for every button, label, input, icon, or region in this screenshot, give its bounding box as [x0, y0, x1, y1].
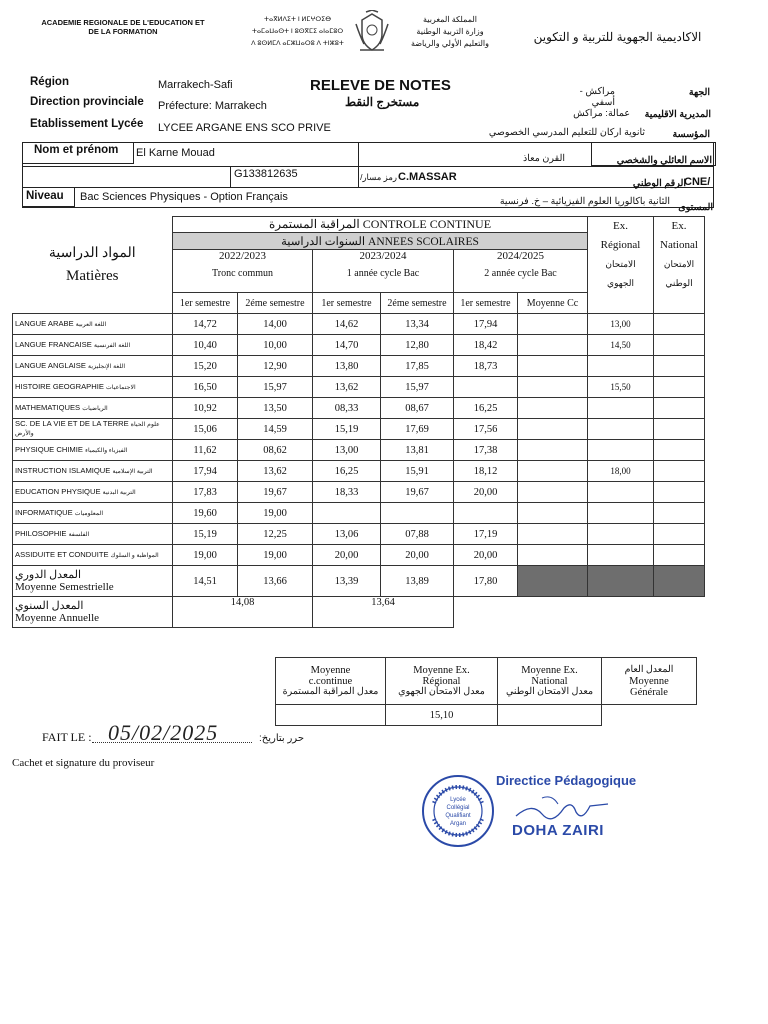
ex-national-grade [654, 356, 705, 377]
grade-cell: 10,92 [173, 398, 238, 419]
moyenne-annuelle-value: 14,08 [173, 597, 313, 628]
academy-header-fr: ACADEMIE REGIONALE DE L'EDUCATION ET DE LA FORMATION [41, 18, 205, 36]
ex-national-grade [654, 398, 705, 419]
grade-cell [518, 377, 588, 398]
grade-cell: 19,60 [173, 503, 238, 524]
table-row [13, 545, 705, 566]
grade-cell [454, 377, 518, 398]
svg-text:Qualifiant: Qualifiant [445, 813, 471, 819]
grade-cell: 15,19 [173, 524, 238, 545]
region-value: Marrakech-Safi [158, 79, 233, 91]
etablissement-label: Etablissement Lycée [30, 118, 144, 130]
cne-ar-label: الرقم الوطني [632, 178, 686, 189]
ex-national-grade [654, 335, 705, 356]
table-row [13, 524, 705, 545]
grade-cell: 18,12 [454, 461, 518, 482]
year-2022-header: 2022/2023 Tronc commun [173, 250, 313, 293]
grade-cell [518, 398, 588, 419]
year-2024-header: 2024/2025 2 année cycle Bac [454, 250, 588, 293]
ex-regional-grade: 14,50 [588, 335, 654, 356]
ex-regional-grade [588, 545, 654, 566]
svg-text:Collégial: Collégial [446, 805, 470, 811]
grade-cell: 08,62 [238, 440, 313, 461]
moyenne-semestrielle-value: 14,51 [173, 566, 238, 597]
ex-regional-grade [588, 482, 654, 503]
subject-label: INSTRUCTION ISLAMIQUE التربية الإسلامية [13, 461, 173, 482]
ex-regional-header: Ex. Régional الامتحان الجهوي [588, 217, 654, 314]
ministry-header-ar: المملكة المغربية وزارة التربية الوطنية والتعليم الأولي والرياضة [410, 15, 490, 48]
moyenne-annuelle-label: المعدل السنوي Moyenne Annuelle [13, 597, 173, 628]
grade-cell: 18,42 [454, 335, 518, 356]
grade-cell: 07,88 [381, 524, 454, 545]
niveau-value: Bac Sciences Physiques - Option Français [80, 191, 288, 203]
subject-label: LANGUE ANGLAISE اللغة الإنجليزية [13, 356, 173, 377]
subject-label: INFORMATIQUE المعلوميات [13, 503, 173, 524]
document-title: RELEVE DE NOTES [310, 77, 451, 94]
grade-cell [313, 503, 381, 524]
grade-cell [518, 482, 588, 503]
massar-code: G133812635 [234, 168, 298, 180]
niveau-ar-label: المستوى [678, 202, 713, 213]
grade-cell: 15,97 [381, 377, 454, 398]
moyenne-regional-value: 15,10 [386, 705, 498, 726]
ex-regional-grade: 15,50 [588, 377, 654, 398]
table-row [13, 482, 705, 503]
svg-text:Lycée: Lycée [450, 797, 466, 803]
ex-national-grade [654, 440, 705, 461]
grade-cell: 14,59 [238, 419, 313, 440]
grade-cell: 14,72 [173, 314, 238, 335]
grade-cell: 17,69 [381, 419, 454, 440]
ex-regional-grade [588, 356, 654, 377]
grade-cell: 13,34 [381, 314, 454, 335]
coat-of-arms-icon [352, 10, 392, 54]
semester-header: 2éme semestre [381, 293, 454, 314]
ex-regional-grade [588, 440, 654, 461]
grade-cell: 17,19 [454, 524, 518, 545]
grade-cell: 17,83 [173, 482, 238, 503]
grade-cell: 16,25 [313, 461, 381, 482]
subject-label: PHYSIQUE CHIMIE الفيزياء والكيمياء [13, 440, 173, 461]
grade-cell: 13,80 [313, 356, 381, 377]
ex-national-grade [654, 524, 705, 545]
etablissement-value: LYCEE ARGANE ENS SCO PRIVE [158, 122, 331, 134]
shaded-cell [518, 566, 588, 597]
moyenne-semestrielle-value: 17,80 [454, 566, 518, 597]
moyenne-semestrielle-value: 13,66 [238, 566, 313, 597]
ex-regional-grade: 13,00 [588, 314, 654, 335]
grade-cell: 16,25 [454, 398, 518, 419]
direction-label: Direction provinciale [30, 96, 144, 108]
document-title-ar: مستخرج النقط [345, 95, 420, 109]
moyenne-semestrielle-value: 13,89 [381, 566, 454, 597]
grade-cell [518, 335, 588, 356]
moyenne-national-header: Moyenne Ex. National معدل الامتحان الوطني [498, 658, 602, 705]
handwritten-date: 05/02/2025 [108, 720, 219, 745]
table-row [13, 503, 705, 524]
moyenne-semestrielle-value: 13,39 [313, 566, 381, 597]
grade-cell: 12,25 [238, 524, 313, 545]
grade-cell: 11,62 [173, 440, 238, 461]
grade-cell [518, 440, 588, 461]
table-row [13, 314, 705, 335]
grade-cell: 17,94 [173, 461, 238, 482]
massar-label: C.MASSAR [398, 171, 457, 183]
grade-cell: 10,00 [238, 335, 313, 356]
subject-label: EDUCATION PHYSIQUE التربية البدنية [13, 482, 173, 503]
grade-cell: 20,00 [454, 545, 518, 566]
grade-cell: 17,56 [454, 419, 518, 440]
grade-cell: 20,00 [381, 545, 454, 566]
name-value: El Karne Mouad [136, 147, 215, 159]
grades-table [12, 216, 705, 628]
svg-text:Argan: Argan [449, 821, 467, 827]
ex-regional-grade: 18,00 [588, 461, 654, 482]
grade-cell: 15,06 [173, 419, 238, 440]
grade-cell: 14,00 [238, 314, 313, 335]
direction-ar-label: المديرية الاقليمية [644, 109, 711, 120]
school-stamp-icon [420, 773, 496, 849]
semester-header: 1er semestre [313, 293, 381, 314]
summary-table [275, 657, 697, 726]
subject-label: PHILOSOPHIE الفلسفة [13, 524, 173, 545]
ex-regional-grade [588, 503, 654, 524]
grade-cell: 17,94 [454, 314, 518, 335]
ex-regional-grade [588, 419, 654, 440]
cne-label: CNE/ [684, 176, 711, 188]
ex-national-header: Ex. National الامتحان الوطني [654, 217, 705, 314]
grade-cell: 12,90 [238, 356, 313, 377]
grade-cell [518, 419, 588, 440]
grade-cell: 13,62 [313, 377, 381, 398]
table-row [13, 335, 705, 356]
moyenne-cc-value [276, 705, 386, 726]
massar-ar-label: رمز مسار/ [360, 172, 397, 182]
ex-national-grade [654, 545, 705, 566]
semester-header: 1er semestre [173, 293, 238, 314]
ex-national-grade [654, 419, 705, 440]
grade-cell: 19,00 [238, 545, 313, 566]
table-row [13, 398, 705, 419]
name-ar-value: القرن معاذ [523, 153, 565, 164]
ministry-header-tifinagh: ⵜⴰⴳⵍⴷⵉⵜ ⵏ ⵍⵎⵖⵔⵉⴱ ⵜⴰⵎⴰⵡⴰⵙⵜ ⵏ ⵓⵙⴳⵎⵉ ⴰⵏⴰⵎⵓⵔ ⴷ ⵓⵙⵍⵎⴷ ⴰⵎⵣⵡⴰⵔⵓ ⴷ ⵜⵏⵣⵓⵜ [251, 16, 344, 47]
grade-cell: 20,00 [313, 545, 381, 566]
grade-cell [518, 545, 588, 566]
region-ar-value: مراكش - أسفي [579, 86, 615, 108]
niveau-label: Niveau [26, 190, 64, 202]
table-row [13, 440, 705, 461]
subject-label: HISTOIRE GEOGRAPHIE الاجتماعيات [13, 377, 173, 398]
subject-label: MATHEMATIQUES الرياضيات [13, 398, 173, 419]
table-row [13, 356, 705, 377]
grade-cell: 15,19 [313, 419, 381, 440]
name-label: Nom et prénom [34, 144, 119, 156]
ex-national-grade [654, 377, 705, 398]
grade-cell: 20,00 [454, 482, 518, 503]
etablissement-ar-label: المؤسسة [672, 129, 710, 140]
grade-cell: 15,20 [173, 356, 238, 377]
grade-cell: 15,91 [381, 461, 454, 482]
moyenne-generale-header: المعدل العام Moyenne Générale [602, 658, 697, 705]
grade-cell [454, 503, 518, 524]
grade-cell: 13,50 [238, 398, 313, 419]
shaded-cell [588, 566, 654, 597]
grade-cell: 16,50 [173, 377, 238, 398]
grade-cell: 19,67 [381, 482, 454, 503]
grade-cell: 18,73 [454, 356, 518, 377]
grade-cell: 12,80 [381, 335, 454, 356]
region-ar-label: الجهة [688, 87, 710, 98]
grade-cell: 14,62 [313, 314, 381, 335]
semester-header: 2éme semestre [238, 293, 313, 314]
annees-scolaires-header: السنوات الدراسية ANNEES SCOLAIRES [173, 233, 588, 250]
year-2023-header: 2023/2024 1 année cycle Bac [313, 250, 454, 293]
grade-cell: 18,33 [313, 482, 381, 503]
table-row [13, 419, 705, 440]
subject-label: SC. DE LA VIE ET DE LA TERRE علوم الحياة والأرض [13, 419, 173, 440]
grade-cell [518, 503, 588, 524]
etablissement-ar-value: ثانوية اركان للتعليم المدرسي الخصوصي [488, 127, 645, 138]
grade-cell [518, 524, 588, 545]
grade-cell [518, 356, 588, 377]
matieres-header: المواد الدراسية Matières [13, 217, 173, 314]
signature-icon [512, 792, 612, 824]
cachet-label: Cachet et signature du proviseur [12, 757, 155, 769]
fait-le-label: FAIT LE : [42, 730, 92, 744]
grade-cell [518, 314, 588, 335]
semester-header: Moyenne Cc [518, 293, 588, 314]
table-row [13, 377, 705, 398]
moyenne-annuelle-value: 13,64 [313, 597, 454, 628]
direction-value: Préfecture: Marrakech [158, 100, 267, 112]
grade-cell: 19,67 [238, 482, 313, 503]
grade-cell: 13,81 [381, 440, 454, 461]
ex-national-grade [654, 482, 705, 503]
subject-label: LANGUE FRANCAISE اللغة الفرنسية [13, 335, 173, 356]
ex-national-grade [654, 503, 705, 524]
grade-cell: 19,00 [173, 545, 238, 566]
grade-cell [381, 503, 454, 524]
subject-label: ASSIDUITE ET CONDUITE المواظبة و السلوك [13, 545, 173, 566]
academy-header-ar: الاكاديمية الجهوية للتربية و التكوين [533, 30, 702, 44]
grade-cell: 10,40 [173, 335, 238, 356]
controle-continue-header: المراقبة المستمرة CONTROLE CONTINUE [173, 217, 588, 233]
grade-cell: 13,06 [313, 524, 381, 545]
moyenne-semestrielle-label: المعدل الدوري Moyenne Semestrielle [13, 566, 173, 597]
grade-cell: 13,00 [313, 440, 381, 461]
table-row [13, 461, 705, 482]
grade-cell: 08,67 [381, 398, 454, 419]
fait-le-ar: حرر بتاريخ: [259, 733, 304, 744]
moyenne-cc-header: Moyenne c.continue معدل المراقبة المستمرة [276, 658, 386, 705]
grade-cell [518, 461, 588, 482]
grade-cell: 19,00 [238, 503, 313, 524]
grade-cell: 17,85 [381, 356, 454, 377]
grade-cell: 15,97 [238, 377, 313, 398]
region-label: Région [30, 76, 69, 88]
semester-header: 1er semestre [454, 293, 518, 314]
name-ar-label: الاسم العائلي والشخصي [616, 155, 712, 166]
grade-cell: 14,70 [313, 335, 381, 356]
ex-national-grade [654, 314, 705, 335]
direction-ar-value: عمالة: مراكش [573, 108, 630, 119]
directrice-label: Directice Pédagogique [496, 773, 637, 788]
shaded-cell [654, 566, 705, 597]
moyenne-national-value [498, 705, 602, 726]
ex-national-grade [654, 461, 705, 482]
grade-cell: 17,38 [454, 440, 518, 461]
grade-cell: 13,62 [238, 461, 313, 482]
ex-regional-grade [588, 398, 654, 419]
niveau-ar-value: الثانية باكالوريا العلوم الفيزيائية – خ. فرنسية [499, 196, 670, 207]
moyenne-regional-header: Moyenne Ex. Régional معدل الامتحان الجهوي [386, 658, 498, 705]
signer-name: DOHA ZAIRI [512, 822, 604, 839]
grade-cell: 08,33 [313, 398, 381, 419]
ex-regional-grade [588, 524, 654, 545]
subject-label: LANGUE ARABE اللغة العربية [13, 314, 173, 335]
